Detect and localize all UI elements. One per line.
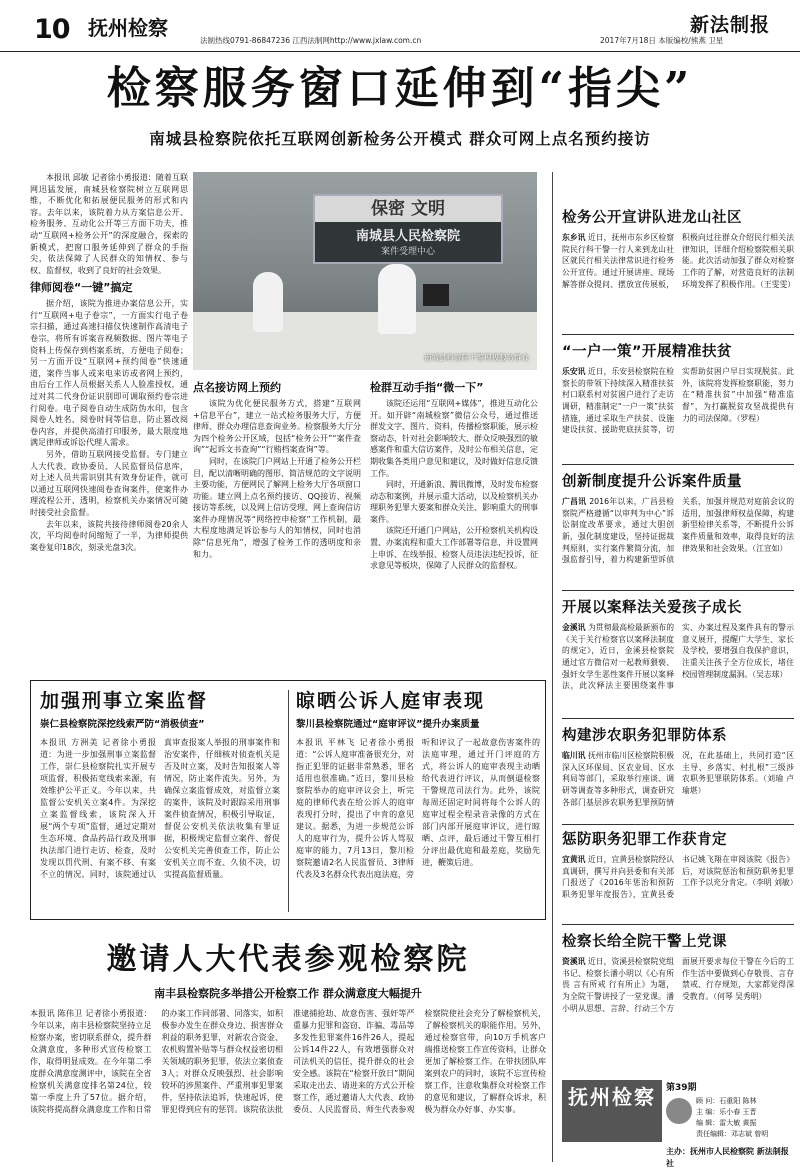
column-badge [562,1064,794,1168]
page-number: 10 [34,14,70,45]
issue-number: 第39期 [666,1083,697,1093]
box-left-subtitle: 崇仁县检察院深挖线索严防“消极侦查” [40,718,205,730]
brief-3: 创新制度提升公诉案件质量 广昌讯 2016年以来，广昌县检察院严格遵循“以审判为中心”诉讼制度改革要求，通过大胆创新，强化制度建设，坚持证据裁判原则，实行案件繁简分流，加强监督引导，着力构建新型诉侦关系，加强并规范对庭前会议的适用，加强律师权益保障，构建新型检律关系等，不断提升公诉案件质量和效率，取得良好的法律效果和社会效果。（江宣如） [562,474,794,565]
brief-4: 开展以案释法关爱孩子成长 金溪讯 为贯彻最高检最新颁布的《关于关行检察官以案释法制度的规定》，近日，金溪县检察院通过官方微信对一起教师猥亵、强奸女学生恶性案件开展以案释法，此次释法主要围绕案件事实、办案过程及案件具有的警示意义展开，提醒广大学生、家长及学校，要增强自我保护意识，注重关注孩子全方位成长，堵住校园管理制度漏洞。（吴志球） [562,600,794,691]
box-left-title: 加强刑事立案监督 [40,690,209,712]
bottom-headline: 邀请人大代表参观检察院 [106,942,470,977]
lead-photo [193,172,537,370]
lead-intro: 本报讯 邱敏 记者徐小勇报道：随着互联网迅猛发展，南城县检察院树立互联网思维，不断优化和拓展便民服务的形式和内容。去年以来，该院着力从方案信息公开、检务服务、互动化公开等三方面下功夫，推动“互联网+检务公开”的深度融合，探索的新模式，把窗口服务延伸到了群众的手指尖，依法保障了人民群众的知情权、参与权、监督权，收到了良好的社会效果。 [30,173,188,275]
lead-section3-title: 检群互动手指“微一下” [370,381,484,394]
lead-article-col1 [30,172,188,672]
column-divider [552,172,553,1162]
lead-subheadline: 南城县检察院依托互联网创新检务公开模式 群众可网上点名预约接访 [149,130,651,148]
box-right-subtitle: 黎川县检察院通过“庭审评议”提升办案质量 [296,718,480,730]
photo-caption: 南城县检察院干警积极服务群众 [424,353,529,363]
lead-section2-text: 该院为优化便民服务方式，搭建“互联网+信息平台”，建立一站式检务服务大厅，方便律师、群众办理信息查询业务。检察服务大厅分为四个检务公开区域，包括“检务公开”“案件查询”“起诉文书查询”“行贿档案查询”等。 [193,398,361,455]
box-right-text: 本报讯 平林飞 记者徐小勇报道：“公诉人庭审准备很充分，对指正犯罪的证据非常熟悉，罪名适用也很准确。”近日，黎川县检察院举办的庭审评议会上，听完庭的律师代表在给公诉人的庭审表现打分时，提出了中肯的意见建议。据悉，为进一步规范公诉人的庭审行为，提升公诉人驾驭庭审的能力，7月13日，黎川检察院邀请2名人民监督员、3律师代表及3名群众代表出庭法庭，旁听和评议了一起故意伤害案件的法庭审理，通过开门评庭的方式，将公诉人的庭审表现主动晒给代表进行评议，从而倒逼检察干警规范司法行为。此外，该院每周还固定时间将每个公诉人的庭审过程全程录音录像的方式在部门内部开展庭审评议，进行晾晒、点评，最后通过干警互相打分评出最优庭和最差庭，奖励先进，鞭策后进。 [296,738,540,880]
newspaper-logo: 新法制报 [689,14,770,36]
contact-line: 法制热线0791-86847236 江西法制网http://www.jxlaw.com.cn [200,36,422,45]
masthead [0,0,800,52]
bottom-subheadline: 南丰县检察院多举措公开检察工作 群众满意度大幅提升 [154,987,422,1000]
bottom-article-text: 本报讯 陈伟卫 记者徐小勇报道：今年以来，南丰县检察院坚持立足检察办案，密切联系群众，提升群众满意度，多种形式宣传检察工作，取得明显成效。在今年第二季度群众满意度测评中，该院在全省检察机关满意度排名第24位，较第一季度上升了57位。据介绍，该院将提高群众满意度工作和日常的办案工作同部署、同落实，如积极参办发生在群众身边、损害群众利益的职务犯罪，对新农合资金、农机购置补贴等与群众权益密切相关领域的职务犯罪，依法立案侦查3人；对群众反映强烈、社会影响较坏的涉黑案件、严重刑事犯罪案件，坚持依法追诉，快速起诉，使罪犯得到应有的惩罚。该院依法批准逮捕抢劫、故意伤害、强奸等严重暴力犯罪和盗窃、诈骗、毒品等多发性犯罪案件16件26人，提起公诉14件22人，有效增强群众对司法机关的信任，提升群众的社会安全感。该院在“检察开放日”期间采取走出去、请进来的方式公开检察工作，通过邀请人大代表、政协委员、人民监督员、师生代表参观检察院使社会充分了解检察机关，了解检察机关的职能作用。另外，通过检察官带，向10万手机客户端推送检察工作宣传资料，让群众更加了解检察工作。在带扶团队库案到农户的同时，该院不忘宣传检察工作，注意收集群众对检察工作的意见和建议，了解群众诉求，积极为群众办好事、办实事。 [30,1009,546,1114]
lead-article-col3 [370,376,538,666]
procuratorate-emblem-icon [666,1098,692,1124]
sponsor-line: 主办：抚州市人民检察院 新法制报社 [666,1147,789,1168]
lead-section3-text2: 同时，开通新浪、腾讯微博，及时发布检察动态和案例，并展示重大活动，以及检察机关办理职务犯罪大要案和群众关注、影响重大的刑事案件。 [370,480,538,524]
box-left-text: 本报讯 方洲美 记者徐小勇报道：为进一步加强刑事立案监督工作，崇仁县检察院扎实开展专项监督，积极拓宽线索来源，有效维护公平正义。今年以来，共监督公安机关立案4件。为深挖立案监督线索，该院深入开展“两个专项”监督，通过定期对生态环境、食品药品行政及刑事执法部门进行走访、检查，及时发现以罚代刑、有案不移、有案不立的情况。同时，该院通过认真审查报案人举报的刑事案件和治安案件，仔细核对侦查机关是否及时立案，及时告知报案人等情况，防止案件流失。另外，为确保立案监督成效，对监督立案的案件，该院及时跟踪采用刑事案件侦查情况，积极引导取证，督促公安机关依法收集有罪证据，积极规定监督立案件、督促公安机关完善侦查工作，防止公安机关立而不查、久侦不决，切实提高监督质量。 [40,738,280,880]
brief-5: 构建涉农职务犯罪防体系 临川讯 抚州市临川区检察院积极深入区环保局、区农业局、区水利局等部门，采取举行座谈、调研等调查等多种形式，调查研究各部门基层涉农职务犯罪预防情况，在此基础上，共同打造“区主导、乡落实、村扎根”三级涉农职务犯罪联防体系。（刘瑜 卢瑜堪） [562,728,794,807]
editorial-staff: 顾 问：石重阳 陈林 主 编：乐小春 王晋 编 辑：雷大敏 黄振 责任编辑：邓志斌 曾明 [696,1097,769,1138]
lead-section3-text3: 该院还开通门户网站，公开检察机关机构设置、办案流程和重大工作部署等信息，并设置网上申诉、在线举报、检察人员违法违纪投诉，征求意见等板块，保障了人民群众的监督权。 [370,526,538,571]
box-right-article [296,688,540,916]
brief-2: “一户一策”开展精准扶贫 乐安讯 近日，乐安县检察院在检察长的带领下持续深入精准扶贫村口联系村对贫困户进行了走访调研，精准制定“一户一策”扶贫措施，通过采取生产扶贫、设施建设扶贫、援助兜底扶贫等，切实帮助贫困户早日实现脱贫。此外，该院将发挥检察职能，努力在“精准扶贫”中加强“精准监督”，为打赢脱贫攻坚战提供有力的司法保障。（罗程） [562,344,794,435]
brief-1: 检务公开宣讲队进龙山社区 东乡讯 近日，抚州市东乡区检察院民行科干警一行人来到龙山社区就民行相关法律常识进行检务公开宣传。通过开展讲座、现场解答群众提问、摆放宣传展板，积极向过往群众介绍民行相关法律知识，详细介绍检察院相关职能。此次活动加强了群众对检察工作的了解，对营造良好的法制环境发挥了积极作用。（王雯雯） [562,210,796,289]
lead-section1-text3: 去年以来，该院共接待律师阅卷20余人次，平均阅卷时间缩短了一半，为律师提供案卷复印18次，刻录光盘3次。 [30,519,188,552]
badge-name: 抚州检察 [562,1080,662,1142]
lead-section1-text: 据介绍，该院为推进办案信息公开，实行“互联网+电子卷宗”，一方面实行电子卷宗扫描，通过高速扫描仪快速制作高清电子卷宗，将所有诉案音视频数据、图片等电子资料上传保存到档案系统，方便电子阅卷；另一方面开设“互联网+预约阅卷”快速通道，案件当事人或来电来访或者网上预约，由后台工作人员根据关系人人脸准授权，通过对其二代身份证识别即可调取预约卷宗进行阅卷。电子阅卷自动生成防伪水印，包含阅卷人姓名、阅卷时间等信息，防止篡改阅卷内容，并提供高清打印服务，最大限度地满足律师或诉讼代理人需求。 [30,299,188,448]
lead-section2-text2: 同时，在该院门户网站上开通了检务公开栏目，配以清晰明确的图形、简洁规范的文字说明主要功能，方便网民了解网上检务大厅各项窗口功能。建立网上点名预约接访、QQ接访、视频接访等系统，以及网上信访受理、网上查询信访案件办理情况等“网络控申检察”工作机制，最大程度地满足诉讼参与人的知情权，同时也消除“信息死角”，增强了检务工作的透明度和亲和力。 [193,456,361,559]
brief-7: 检察长给全院干警上党课 资溪讯 近日，资溪县检察院党组书记、检察长潘小明以《心有所畏 言有所戒 行有所止》为题，为全院干警讲授了一堂党课。潘小明从思想、言辞、行动三个方面展开要求每位干警在今后的工作生活中要做到心存敬畏、言存禁戒、行存规矩，大家都觉得深受教育。（何琴 吴秀明） [562,934,794,1013]
lead-section2-title: 点名接访网上预约 [193,381,281,394]
box-left-article [40,688,280,916]
section-name: 抚州检察 [88,16,168,40]
lead-section3-text: 该院还运用“互联网+媒体”，推进互动化公开。如开辟“南城检察”微信公众号，通过推送群发文字、图片、资料，传播检察职能，展示检察动态，针对社会影响较大、群众反映强烈的敏感案件和重大信访案件，及时公布相关信息，定期收集各类用户意见和建议，及时做好信息反馈工作。 [370,398,538,478]
brief-6: 惩防职务犯罪工作获肯定 宜黄讯 近日，宜黄县检察院经认真调研，撰写并向县委和有关部门报送了《2016年惩治和预防职务犯罪年度报告》，宜黄县委书记姚飞翔在审阅该院《报告》后，对该院惩治和预防职务犯罪工作予以充分肯定。（李明 刘敏） [562,832,798,900]
lead-article-col2 [193,376,361,666]
photo-signboard: 保密 文明 南城县人民检察院 案件受理中心 [313,194,503,264]
lead-section1-title: 律师阅卷“一键”搞定 [30,281,133,295]
lead-section1-text2: 另外，借助互联网接受监督。专门建立人大代表、政协委员、人民监督员信息库，对上述人员共需识别其有效身份证件，就可以通过互联网快速阅卷查询案件，使案件办理流程公开、透明，检察机关办案情况可随时接受社会监督。 [30,450,188,517]
box-right-title: 晾晒公诉人庭审表现 [296,690,486,712]
lead-headline: 检察服务窗口延伸到“指尖” [106,63,694,114]
issue-date: 2017年7月18日 本版编校/熊燕 卫星 [600,36,724,45]
